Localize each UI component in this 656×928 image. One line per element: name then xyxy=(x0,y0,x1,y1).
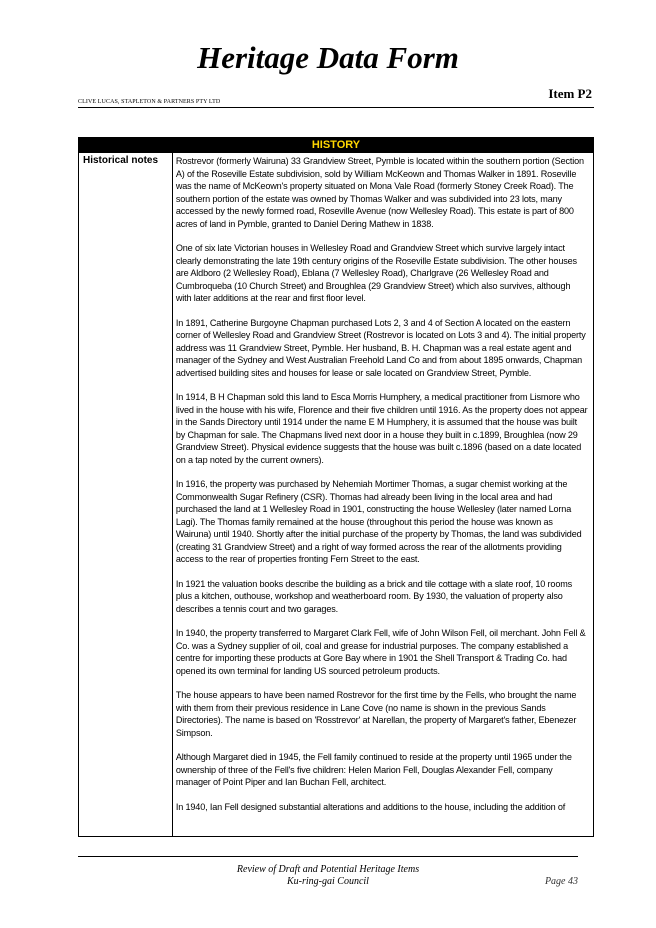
notes-paragraph: In 1891, Catherine Burgoyne Chapman purchased Lots 2, 3 and 4 of Section A located on the eastern corner of Wellesley Road and Grandview Street (Rostrevor is located on Lots 3 and 4). The initial property address was 11 Grandview Street, Pymble. Her husband, B. H. Chapman was a real estate agent and manager of the Sydney and West Australian Freehold Land Co and from about 1895 onwards, Chapman advertised building sites and houses for lease or sale located on Grandview Street, Pymble. xyxy=(175,317,586,378)
notes-paragraph: Although Margaret died in 1945, the Fell family continued to reside at the property until 1965 under the ownership of three of the Fell's five children: Helen Marion Fell, Douglas Alexander Fell, company manager of Point Piper and Ian Buchan Fell, architect. xyxy=(175,752,572,787)
history-table xyxy=(78,137,594,837)
historical-notes-label: Historical notes xyxy=(79,153,173,837)
firm-name: CLIVE LUCAS, STAPLETON & PARTNERS PTY LTD xyxy=(78,99,221,105)
footer-divider xyxy=(78,856,578,857)
notes-paragraph: In 1940, the property transferred to Margaret Clark Fell, wife of John Wilson Fell, oil merchant. John Fell & Co. was a Sydney supplier of oil, coal and grease for industrial purposes. The company established a centre for importing these products at Gore Bay where in 1901 the Shell Transport & Trading Co. had opened its own terminal for landing US sourced petroleum products. xyxy=(175,628,586,676)
notes-paragraph: In 1940, Ian Fell designed substantial alterations and additions to the house, including the addition of xyxy=(175,801,566,812)
page-title: Heritage Data Form xyxy=(197,40,459,75)
history-section-header: HISTORY xyxy=(79,138,593,153)
notes-paragraph: Rostrevor (formerly Wairuna) 33 Grandview Street, Pymble is located within the southern portion (Section A) of the Roseville Estate subdivision, sold by William McKeown and Thomas Walker in 1891. Roseville was the name of McKeown's property situated on Mona Vale Road (formerly Stoney Creek Road). The southern portion of the estate was owned by Thomas Walker and was subdivided into 23 lots, many accessed by the newly formed road, Roseville Avenue (now Wellesley Road). This estate is part of 800 acres of land in Pymble, granted to Daniel Dering Mathew in 1838. xyxy=(175,156,584,229)
footer-council-name: Ku-ring-gai Council xyxy=(287,876,369,887)
notes-paragraph: In 1914, B H Chapman sold this land to Esca Morris Humphery, a medical practitioner from Lismore who lived in the house with his wife, Florence and their five children until 1916. As the property does not appear in the Sands Directory until 1914 under the name E M Humphery, it is assumed that the house was built by Chapman for sale. The Chapmans lived next door in a house they built in c.1899, Broughlea (now 29 Grandview Street). Physical evidence suggests that the house was built c.1896 (based on a date located on a tap noted by the current owners). xyxy=(175,392,588,465)
page-number: Page 43 xyxy=(544,876,578,887)
item-number: Item P2 xyxy=(548,86,592,101)
notes-paragraph: The house appears to have been named Rostrevor for the first time by the Fells, who brought the name with them from their previous residence in Lane Cove (no name is shown in the previous Sands Directories). The name is based on 'Rosstrevor' at Narellan, the property of Margaret's father, Ebenezer Simpson. xyxy=(175,690,577,738)
header-divider xyxy=(78,107,594,108)
notes-paragraph: One of six late Victorian houses in Wellesley Road and Grandview Street which survive largely intact clearly demonstrating the late 19th century origins of the Roseville Estate subdivision. The other houses are Aldboro (2 Wellesley Road), Eblana (7 Wellesley Road), Charlgrave (26 Wellesley Road and Cumbroqueba (10 Church Street) and Broughlea (29 Grandview Street) which also survives, although with later additions at the rear and first floor level. xyxy=(175,243,577,303)
footer-report-title: Review of Draft and Potential Heritage Items xyxy=(236,864,420,875)
notes-paragraph: In 1921 the valuation books describe the building as a brick and tile cottage with a slate roof, 10 rooms plus a kitchen, outhouse, workshop and weatherboard room. By 1930, the valuation of property also describes a tennis court and two garages. xyxy=(175,578,573,614)
historical-notes-row xyxy=(79,153,593,837)
notes-paragraph: In 1916, the property was purchased by Nehemiah Mortimer Thomas, a sugar chemist working at the Commonwealth Sugar Refinery (CSR). Thomas had already been living in the local area and had purchased the land at 1 Wellesley Road in 1901, constructing the house Wellesley (later named Lorna Lagi). The Thomas family remained at the house (throughout this period the house was known as Wairuna) until 1940. Shortly after the initial purchase of the property by Thomas, the land was subdivided (creating 31 Grandview Street) and a right of way formed across the rear of the allotments providing access to the rear of properties fronting Fern Street to the east. xyxy=(175,479,582,564)
historical-notes-text xyxy=(173,153,593,837)
